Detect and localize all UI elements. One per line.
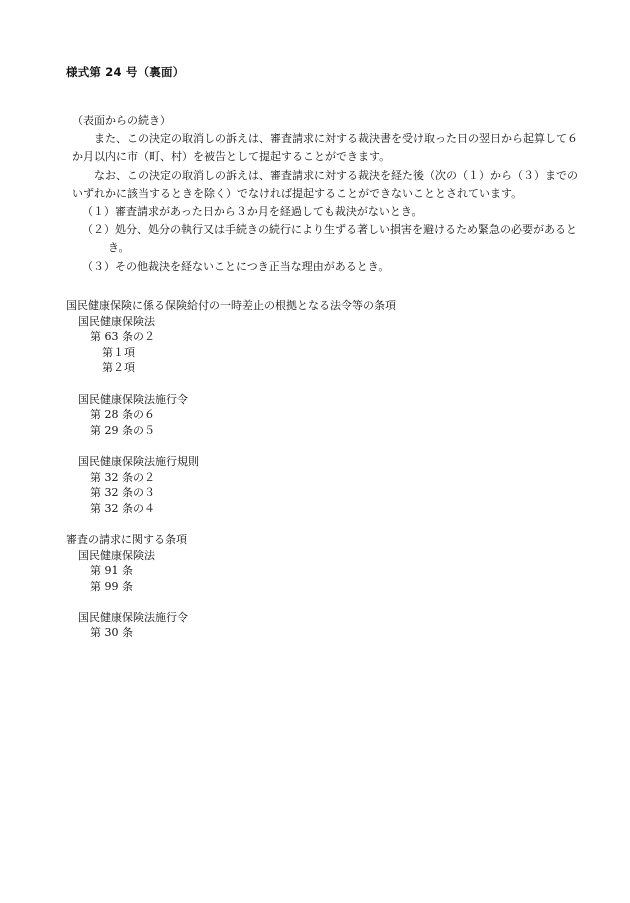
- suspension-law-name: 国民健康保険法: [78, 314, 155, 328]
- suspension-law-paragraph-1: 第１項: [102, 345, 135, 359]
- paragraph-lawsuit-deadline: また、この決定の取消しの訴えは、審査請求に対する裁決書を受け取った日の翌日から起算して６か月以内に市（町、村）を被告として提起することができます。: [72, 132, 578, 164]
- list-item-1: （１）審査請求があった日から３か月を経過しても裁決がないとき。: [82, 205, 423, 219]
- paragraph-review-prerequisite: なお、この決定の取消しの訴えは、審査請求に対する裁決を経た後（次の（１）から（３）までのいずれかに該当するときを除く）でなければ提起することができないこととされています。: [72, 168, 578, 200]
- suspension-law-paragraph-2: 第２項: [102, 361, 135, 375]
- spacer: [66, 438, 586, 454]
- spacer: [66, 376, 586, 392]
- suspension-heading: 国民健康保険に係る保険給付の一時差止の根拠となる法令等の条項: [66, 299, 396, 312]
- form-title: 様式第 24 号（裏面）: [66, 65, 185, 79]
- suspension-rules-article-2: 第 32 条の３: [90, 486, 155, 500]
- list-item-2: （２）処分、処分の執行又は手続きの続行により生ずる著しい損害を避けるため緊急の必要があるとき。: [82, 223, 577, 255]
- suspension-order-name: 国民健康保険法施行令: [78, 392, 188, 406]
- suspension-law-article: 第 63 条の２: [90, 330, 155, 344]
- review-law-article-2: 第 99 条: [90, 579, 133, 593]
- review-order-article-1: 第 30 条: [90, 626, 133, 640]
- spacer: [66, 516, 586, 532]
- suspension-rules-article-3: 第 32 条の４: [90, 501, 155, 515]
- suspension-order-article-2: 第 29 条の５: [90, 423, 155, 437]
- legal-references: [66, 298, 586, 641]
- review-law-article-1: 第 91 条: [90, 564, 133, 578]
- spacer: [66, 594, 586, 610]
- suspension-rules-article-1: 第 32 条の２: [90, 470, 155, 484]
- continuation-label: （表面からの続き）: [72, 114, 171, 127]
- review-heading: 審査の請求に関する条項: [66, 532, 187, 546]
- review-law-name: 国民健康保険法: [78, 548, 155, 562]
- review-order-name: 国民健康保険法施行令: [78, 610, 188, 624]
- suspension-rules-name: 国民健康保険法施行規則: [78, 454, 199, 468]
- notice-body: [66, 112, 584, 276]
- suspension-order-article-1: 第 28 条の６: [90, 408, 155, 422]
- list-item-3: （３）その他裁決を経ないことにつき正当な理由があるとき。: [82, 259, 390, 273]
